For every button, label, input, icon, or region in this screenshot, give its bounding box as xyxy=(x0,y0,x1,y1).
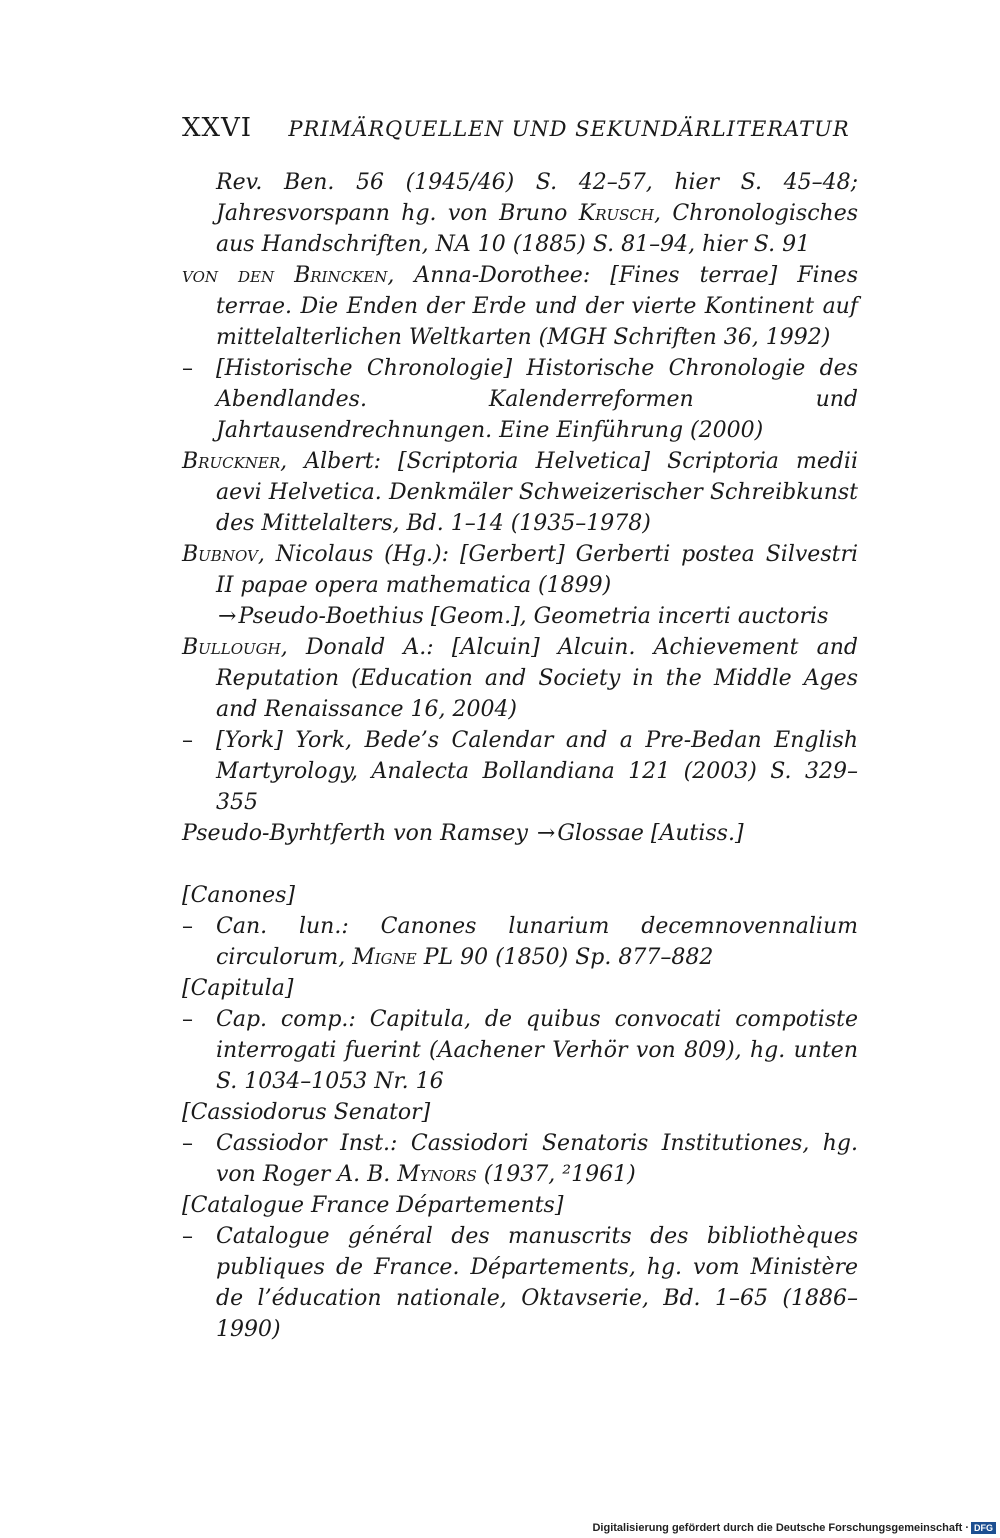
group-heading: [Capitula] xyxy=(182,976,294,1001)
author-name: Bubnov xyxy=(182,542,258,567)
digitization-footer xyxy=(592,1522,996,1534)
cross-reference: →Pseudo-Boethius [Geom.], Geometria incerti auctoris xyxy=(218,604,829,629)
entry-bruckner: Bruckner, Albert: [Scriptoria Helvetica] Scriptoria medii aevi Helvetica. Denkmäler Schweizerischer Schreibkunst des Mittelalters, Bd. 1–14 (1935–1978) xyxy=(182,449,858,536)
entry-bubnov: Bubnov, Nicolaus (Hg.): [Gerbert] Gerberti postea Silvestri II papae opera mathematica (1899) xyxy=(182,542,858,598)
author-name: Bullough xyxy=(182,635,281,660)
entry-byrhtferth: Pseudo-Byrhtferth von Ramsey →Glossae [Autiss.] xyxy=(182,821,744,846)
running-title: PRIMÄRQUELLEN UND SEKUNDÄRLITERATUR xyxy=(288,117,850,141)
entry-canones: – Can. lun.: Canones lunarium decemnovennalium circulorum, Migne PL 90 (1850) Sp. 877–882 xyxy=(182,914,858,970)
entry-bullough-2: – [York] York, Bede’s Calendar and a Pre-Bedan English Martyrology, Analecta Bollandiana 121 (2003) S. 329–355 xyxy=(182,728,858,815)
section-gap xyxy=(182,849,858,880)
page-number: XXVI xyxy=(182,113,253,143)
entry-brincken: von den Brincken, Anna-Dorothee: [Fines terrae] Fines terrae. Die Enden der Erde und der vierte Kontinent auf mittelalterlichen Weltkarten (MGH Schriften 36, 1992) xyxy=(182,263,858,350)
author-name: von den Brincken xyxy=(182,263,388,288)
footer-text: Digitalisierung gefördert durch die Deutsche Forschungsgemeinschaft · xyxy=(592,1521,969,1534)
arrow-icon: → xyxy=(536,821,556,846)
group-heading: [Catalogue France Départements] xyxy=(182,1193,564,1218)
bibliography-body xyxy=(182,167,858,1345)
entry-brincken-2: – [Historische Chronologie] Historische Chronologie des Abendlandes. Kalenderreformen und Jahrtausendrechnungen. Eine Einführung (2000) xyxy=(182,356,858,443)
entry-cassiodorus: – Cassiodor Inst.: Cassiodori Senatoris Institutiones, hg. von Roger A. B. Mynors (1937, ²1961) xyxy=(182,1131,858,1187)
dfg-logo: DFG xyxy=(971,1522,996,1534)
entry-bullough: Bullough, Donald A.: [Alcuin] Alcuin. Achievement and Reputation (Education and Society in the Middle Ages and Renaissance 16, 2004) xyxy=(182,635,858,722)
group-heading: [Canones] xyxy=(182,883,296,908)
author-name: Bruckner xyxy=(182,449,281,474)
group-heading: [Cassiodorus Senator] xyxy=(182,1100,431,1125)
entry-continuation: Rev. Ben. 56 (1945/46) S. 42–57, hier S. 45–48; Jahresvorspann hg. von Bruno Krusch, Chronologisches aus Handschriften, NA 10 (1885) S. 81–94, hier S. 91 xyxy=(216,170,859,257)
entry-catalogue: – Catalogue général des manuscrits des bibliothèques publiques de France. Départements, hg. vom Ministère de l’éducation nationale, Oktavserie, Bd. 1–65 (1886–1990) xyxy=(182,1224,858,1342)
entry-capitula: – Cap. comp.: Capitula, de quibus convocati compotiste interrogati fuerint (Aachener Verhör von 809), hg. unten S. 1034–1053 Nr. 16 xyxy=(182,1007,858,1094)
arrow-icon: → xyxy=(218,604,237,629)
running-header xyxy=(182,112,862,145)
